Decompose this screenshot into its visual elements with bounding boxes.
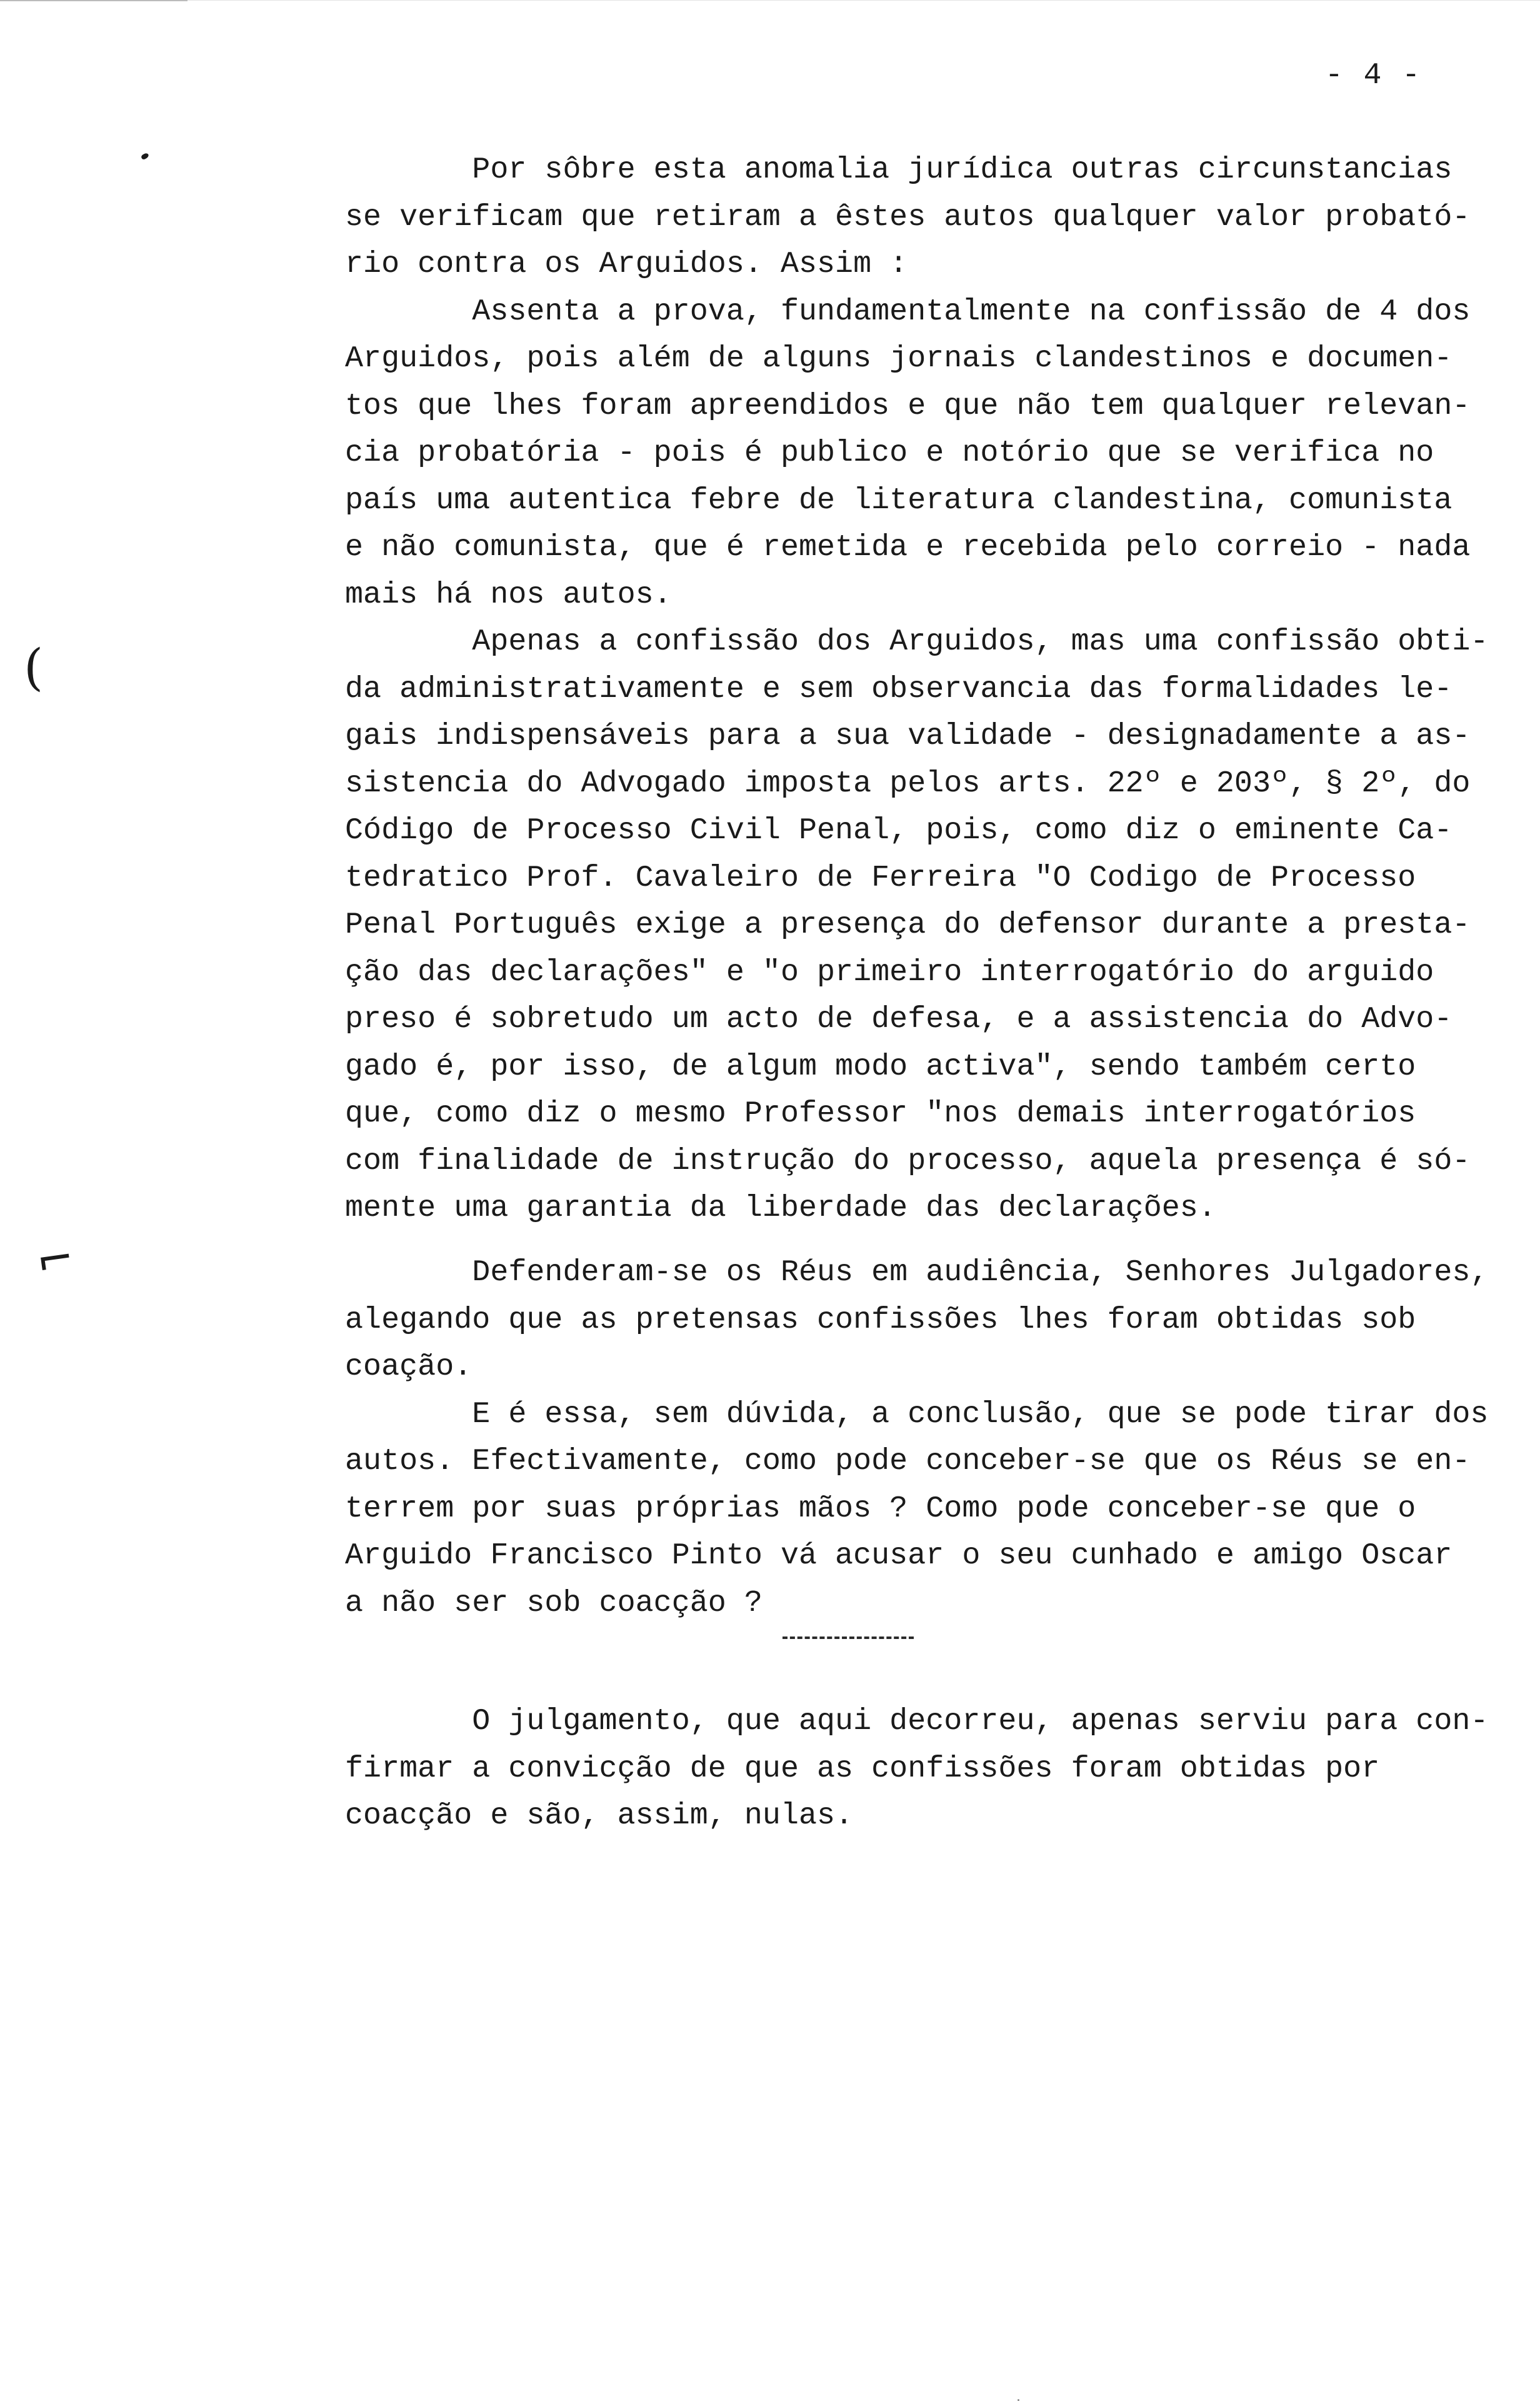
text-line: cia probatória - pois é publico e notório que se verifica no — [345, 436, 1434, 470]
text-line: país uma autentica febre de literatura clandestina, comunista — [345, 483, 1452, 518]
text-line: Assenta a prova, fundamentalmente na confissão de 4 dos — [345, 294, 1471, 329]
text-line: coação. — [345, 1350, 472, 1384]
text-line: rio contra os Arguidos. Assim : — [345, 247, 908, 281]
text-line: coacção e são, assim, nulas. — [345, 1798, 854, 1833]
text-line: terrem por suas próprias mãos ? Como pode conceber-se que o — [345, 1491, 1416, 1526]
paragraph-defesa — [345, 1249, 1526, 1627]
paragraph-anomalia — [345, 146, 1526, 1232]
text-line: tedratico Prof. Cavaleiro de Ferreira "O Codigo de Processo — [345, 860, 1416, 895]
text-line: da administrativamente e sem observancia das formalidades le- — [345, 671, 1452, 706]
scan-edge-line-faint — [188, 0, 1540, 1]
text-line: gais indispensáveis para a sua validade - designadamente a as- — [345, 719, 1471, 753]
paragraph-julgamento — [345, 1698, 1526, 1840]
text-line: e não comunista, que é remetida e recebida pelo correio - nada — [345, 530, 1471, 564]
text-line: que, como diz o mesmo Professor "nos demais interrogatórios — [345, 1096, 1416, 1131]
text-line: alegando que as pretensas confissões lhes foram obtidas sob — [345, 1302, 1416, 1337]
text-line: Apenas a confissão dos Arguidos, mas uma confissão obti- — [345, 624, 1489, 659]
text-line: Por sôbre esta anomalia jurídica outras circunstancias — [345, 153, 1452, 187]
text-line: Penal Português exige a presença do defensor durante a presta- — [345, 908, 1471, 942]
text-line: firmar a convicção de que as confissões foram obtidas por — [345, 1751, 1380, 1786]
text-line: a não ser sob coacção ? — [345, 1585, 762, 1620]
text-line: gado é, por isso, de algum modo activa", sendo também certo — [345, 1049, 1416, 1084]
text-line: Defenderam-se os Réus em audiência, Senhores Julgadores, — [345, 1255, 1489, 1290]
text-line: preso é sobretudo um acto de defesa, e a assistencia do Advo- — [345, 1002, 1452, 1036]
text-line: Arguido Francisco Pinto vá acusar o seu cunhado e amigo Oscar — [345, 1538, 1452, 1573]
text-line: autos. Efectivamente, como pode conceber-se que os Réus se en- — [345, 1444, 1471, 1478]
text-line: se verificam que retiram a êstes autos qualquer valor probató- — [345, 199, 1471, 234]
scan-edge-line — [0, 0, 188, 1]
text-line: com finalidade de instrução do processo, aquela presença é só- — [345, 1143, 1471, 1178]
text-line: O julgamento, que aqui decorreu, apenas serviu para con- — [345, 1704, 1489, 1738]
text-line: ção das declarações" e "o primeiro interrogatório do arguido — [345, 955, 1434, 990]
margin-tick-mark: ⌐ — [32, 1230, 78, 1288]
text-line: mente uma garantia da liberdade das declarações. — [345, 1191, 1216, 1225]
page-number: - 4 - — [1325, 59, 1422, 93]
text-line: Código de Processo Civil Penal, pois, como diz o eminente Ca- — [345, 813, 1452, 848]
text-line: mais há nos autos. — [345, 577, 672, 612]
section-separator — [782, 1637, 914, 1639]
text-line: tos que lhes foram apreendidos e que não tem qualquer relevan- — [345, 388, 1471, 423]
text-line: Arguidos, pois além de alguns jornais clandestinos e documen- — [345, 341, 1452, 376]
text-line: E é essa, sem dúvida, a conclusão, que se pode tirar dos — [345, 1396, 1489, 1431]
text-line: sistencia do Advogado imposta pelos arts. 22º e 203º, § 2º, do — [345, 766, 1471, 801]
margin-bracket-mark: ( — [24, 638, 44, 696]
ink-spot — [141, 153, 149, 160]
